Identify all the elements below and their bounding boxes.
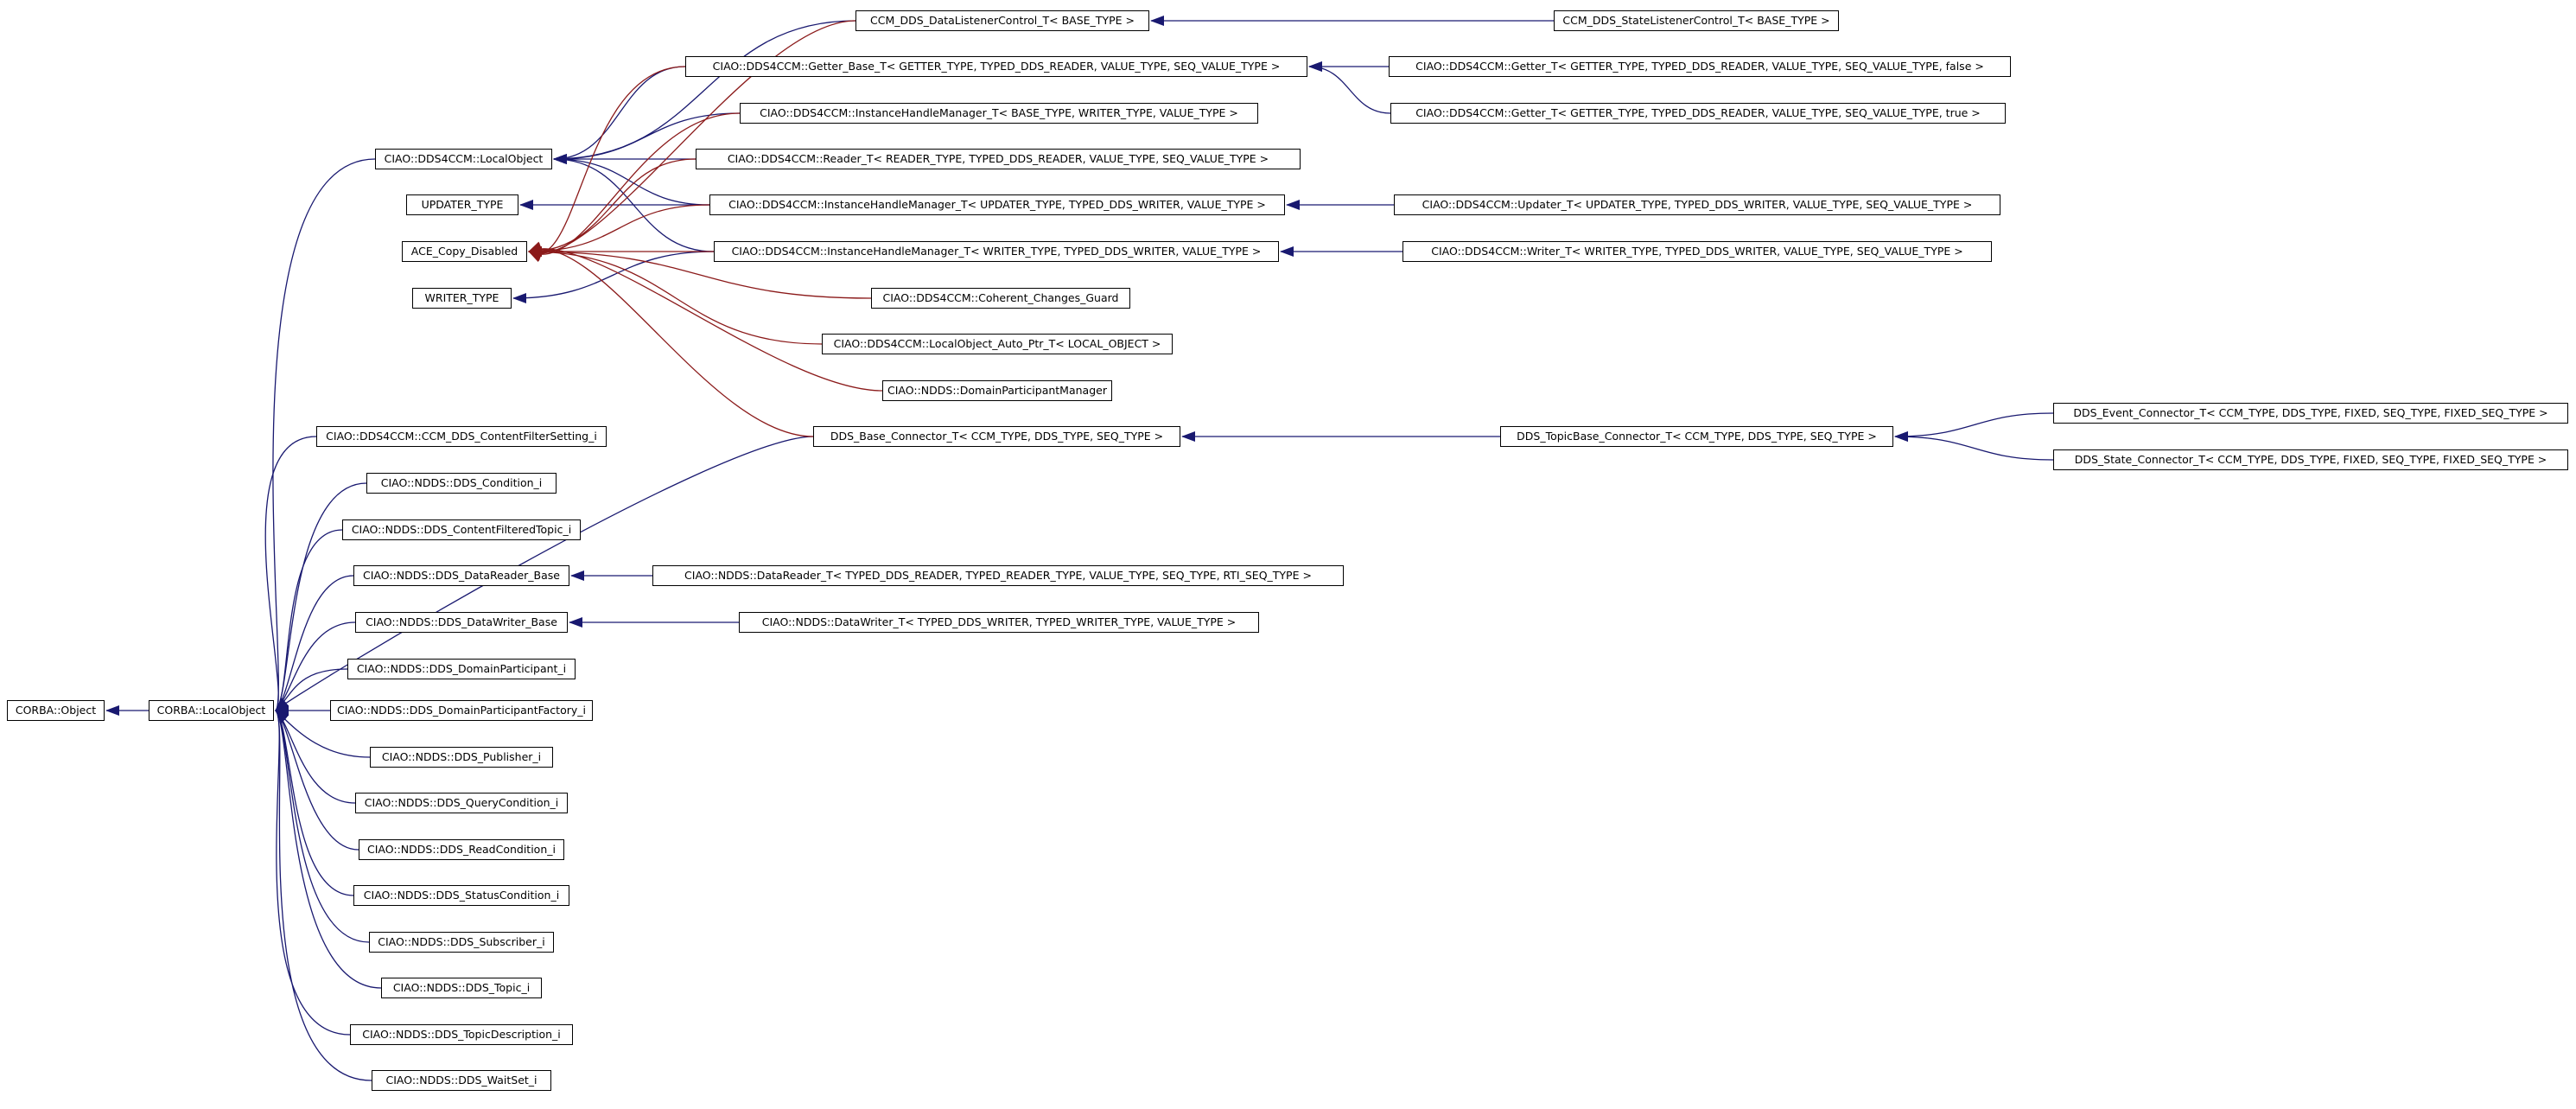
class-node-dds-waitset[interactable]: CIAO::NDDS::DDS_WaitSet_i	[372, 1070, 551, 1091]
class-node-dds-topicbase-connector[interactable]: DDS_TopicBase_Connector_T< CCM_TYPE, DDS_TYPE, SEQ_TYPE >	[1500, 426, 1893, 447]
class-node-content-filter-setting[interactable]: CIAO::DDS4CCM::CCM_DDS_ContentFilterSetting_i	[316, 426, 607, 447]
inheritance-edge-dds-statuscondition-to-corba-localobject	[276, 711, 353, 895]
class-node-ccm-dds-datalistenercontrol[interactable]: CCM_DDS_DataListenerControl_T< BASE_TYPE >	[855, 10, 1149, 31]
class-node-ihm-base[interactable]: CIAO::DDS4CCM::InstanceHandleManager_T< BASE_TYPE, WRITER_TYPE, VALUE_TYPE >	[740, 103, 1258, 124]
usage-edge-localobject-auto-ptr-to-ace-copy-disabled	[529, 252, 822, 344]
inheritance-edge-getter-true-to-getter-base	[1309, 67, 1390, 113]
inheritance-edge-dds-state-connector-to-dds-topicbase-connector	[1895, 437, 2053, 460]
usage-edge-getter-base-to-ace-copy-disabled	[529, 67, 685, 254]
class-node-dds-statuscondition[interactable]: CIAO::NDDS::DDS_StatusCondition_i	[353, 885, 569, 906]
usage-edge-domain-participant-manager-to-ace-copy-disabled	[529, 249, 882, 391]
class-node-corba-localobject[interactable]: CORBA::LocalObject	[149, 700, 274, 721]
class-node-dds-domainparticipant[interactable]: CIAO::NDDS::DDS_DomainParticipant_i	[347, 659, 576, 679]
class-node-localobject-auto-ptr[interactable]: CIAO::DDS4CCM::LocalObject_Auto_Ptr_T< LOCAL_OBJECT >	[822, 334, 1173, 354]
class-node-dds-publisher[interactable]: CIAO::NDDS::DDS_Publisher_i	[370, 747, 553, 768]
usage-edge-dds-base-connector-to-ace-copy-disabled	[529, 249, 813, 437]
class-node-ihm-updater[interactable]: CIAO::DDS4CCM::InstanceHandleManager_T< UPDATER_TYPE, TYPED_DDS_WRITER, VALUE_TYPE >	[709, 194, 1285, 215]
usage-edge-ihm-updater-to-ace-copy-disabled	[529, 205, 709, 252]
class-node-dds-querycondition[interactable]: CIAO::NDDS::DDS_QueryCondition_i	[355, 793, 568, 813]
class-node-dds-condition[interactable]: CIAO::NDDS::DDS_Condition_i	[366, 473, 557, 494]
class-node-ihm-writer[interactable]: CIAO::DDS4CCM::InstanceHandleManager_T< WRITER_TYPE, TYPED_DDS_WRITER, VALUE_TYPE >	[714, 241, 1279, 262]
class-node-dds-topicdescription[interactable]: CIAO::NDDS::DDS_TopicDescription_i	[350, 1024, 573, 1045]
class-node-writer-t[interactable]: CIAO::DDS4CCM::Writer_T< WRITER_TYPE, TYPED_DDS_WRITER, VALUE_TYPE, SEQ_VALUE_TYPE >	[1402, 241, 1992, 262]
class-node-reader-t[interactable]: CIAO::DDS4CCM::Reader_T< READER_TYPE, TYPED_DDS_READER, VALUE_TYPE, SEQ_VALUE_TYPE >	[696, 149, 1301, 169]
class-node-corba-object[interactable]: CORBA::Object	[7, 700, 105, 721]
inheritance-edge-ihm-updater-to-ciao-localobject	[554, 159, 709, 205]
class-node-ciao-localobject[interactable]: CIAO::DDS4CCM::LocalObject	[375, 149, 552, 169]
class-node-getter-base[interactable]: CIAO::DDS4CCM::Getter_Base_T< GETTER_TYPE, TYPED_DDS_READER, VALUE_TYPE, SEQ_VALUE_TYPE >	[685, 56, 1307, 77]
class-node-updater-type[interactable]: UPDATER_TYPE	[406, 194, 518, 215]
inheritance-edge-dds-cft-to-corba-localobject	[276, 530, 342, 711]
class-node-updater-t[interactable]: CIAO::DDS4CCM::Updater_T< UPDATER_TYPE, TYPED_DDS_WRITER, VALUE_TYPE, SEQ_VALUE_TYPE >	[1394, 194, 2000, 215]
class-node-dds-topic[interactable]: CIAO::NDDS::DDS_Topic_i	[381, 978, 542, 998]
inheritance-edge-dds-subscriber-to-corba-localobject	[276, 711, 369, 942]
class-node-dds-state-connector[interactable]: DDS_State_Connector_T< CCM_TYPE, DDS_TYPE, FIXED, SEQ_TYPE, FIXED_SEQ_TYPE >	[2053, 449, 2568, 470]
class-node-dds-datawriter-base[interactable]: CIAO::NDDS::DDS_DataWriter_Base	[355, 612, 568, 633]
class-node-dds-readcondition[interactable]: CIAO::NDDS::DDS_ReadCondition_i	[359, 839, 564, 860]
class-node-domain-participant-manager[interactable]: CIAO::NDDS::DomainParticipantManager	[882, 380, 1112, 401]
class-node-coherent-guard[interactable]: CIAO::DDS4CCM::Coherent_Changes_Guard	[871, 288, 1130, 309]
class-node-ccm-dds-statelistenercontrol[interactable]: CCM_DDS_StateListenerControl_T< BASE_TYPE >	[1554, 10, 1839, 31]
class-node-dds-event-connector[interactable]: DDS_Event_Connector_T< CCM_TYPE, DDS_TYPE, FIXED, SEQ_TYPE, FIXED_SEQ_TYPE >	[2053, 403, 2568, 424]
inheritance-edge-getter-base-to-ciao-localobject	[554, 67, 685, 159]
class-node-dds-cft[interactable]: CIAO::NDDS::DDS_ContentFilteredTopic_i	[342, 519, 581, 540]
class-node-getter-true[interactable]: CIAO::DDS4CCM::Getter_T< GETTER_TYPE, TYPED_DDS_READER, VALUE_TYPE, SEQ_VALUE_TYPE, true >	[1390, 103, 2006, 124]
class-node-datareader-t[interactable]: CIAO::NDDS::DataReader_T< TYPED_DDS_READER, TYPED_READER_TYPE, VALUE_TYPE, SEQ_TYPE, RTI_SEQ_TYPE >	[652, 565, 1344, 586]
class-node-dds-subscriber[interactable]: CIAO::NDDS::DDS_Subscriber_i	[369, 932, 554, 953]
class-node-ace-copy-disabled[interactable]: ACE_Copy_Disabled	[402, 241, 527, 262]
class-node-writer-type[interactable]: WRITER_TYPE	[412, 288, 512, 309]
inheritance-edge-dds-event-connector-to-dds-topicbase-connector	[1895, 413, 2053, 437]
class-node-datawriter-t[interactable]: CIAO::NDDS::DataWriter_T< TYPED_DDS_WRITER, TYPED_WRITER_TYPE, VALUE_TYPE >	[739, 612, 1259, 633]
class-node-dds-dpfactory[interactable]: CIAO::NDDS::DDS_DomainParticipantFactory_i	[330, 700, 593, 721]
class-node-dds-datareader-base[interactable]: CIAO::NDDS::DDS_DataReader_Base	[353, 565, 569, 586]
class-node-getter-false[interactable]: CIAO::DDS4CCM::Getter_T< GETTER_TYPE, TYPED_DDS_READER, VALUE_TYPE, SEQ_VALUE_TYPE, false >	[1389, 56, 2011, 77]
class-node-dds-base-connector[interactable]: DDS_Base_Connector_T< CCM_TYPE, DDS_TYPE, SEQ_TYPE >	[813, 426, 1180, 447]
